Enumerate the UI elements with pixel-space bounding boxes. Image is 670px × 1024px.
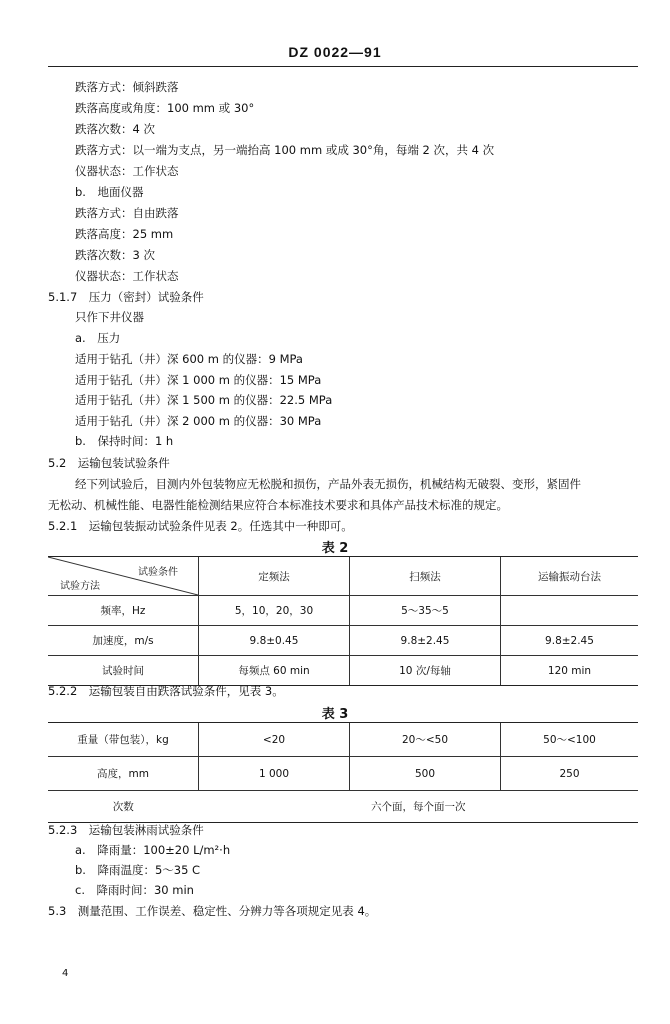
row-label: 频率，Hz (48, 596, 199, 626)
text-line: 适用于钻孔（井）深 2 000 m 的仪器：30 MPa (75, 414, 322, 428)
table-row (48, 596, 638, 626)
table-row (48, 791, 638, 823)
row-label: 次数 (48, 791, 199, 823)
text-line: 适用于钻孔（井）深 600 m 的仪器：9 MPa (75, 352, 303, 366)
table-cell: 5，10，20，30 (199, 596, 350, 626)
text-line: 仪器状态：工作状态 (75, 269, 179, 283)
column-header: 运输振动台法 (501, 557, 639, 596)
text-line: 仪器状态：工作状态 (75, 164, 179, 178)
table-cell: 9.8±2.45 (501, 626, 639, 656)
table-corner-cell (48, 557, 199, 596)
page-number: 4 (62, 968, 69, 979)
corner-bottom-label: 试验方法 (60, 581, 100, 592)
table-caption: 表 2 (321, 541, 349, 556)
row-label: 重量（带包装），kg (48, 723, 199, 757)
header-rule (48, 66, 638, 67)
table-3 (48, 722, 638, 823)
row-label: 高度，mm (48, 757, 199, 791)
table-cell: 120 min (501, 656, 639, 686)
table-cell: 9.8±0.45 (199, 626, 350, 656)
column-header: 定频法 (199, 557, 350, 596)
section-heading: 5.2.1 运输包装振动试验条件见表 2。任选其中一种即可。 (48, 519, 353, 533)
table-row (48, 626, 638, 656)
page-header: DZ 0022—91 (288, 44, 382, 60)
table-cell: 5～35～5 (350, 596, 501, 626)
table-cell: 10 次/每轴 (350, 656, 501, 686)
corner-top-label: 试验条件 (138, 567, 178, 578)
text-line: c. 降雨时间：30 min (75, 883, 194, 897)
table-row (48, 656, 638, 686)
section-heading: 5.2 运输包装试验条件 (48, 456, 170, 470)
row-label: 试验时间 (48, 656, 199, 686)
text-line: 跌落方式：倾斜跌落 (75, 80, 179, 94)
text-line: b. 地面仪器 (75, 185, 144, 199)
table-cell: 50～<100 (501, 723, 639, 757)
table-caption: 表 3 (321, 707, 349, 722)
text-line: b. 保持时间：1 h (75, 434, 174, 448)
text-line: 跌落次数：3 次 (75, 248, 155, 262)
text-line: 适用于钻孔（井）深 1 500 m 的仪器：22.5 MPa (75, 393, 333, 407)
table-row (48, 723, 638, 757)
paragraph-line: 经下列试验后，目测内外包装物应无松脱和损伤，产品外表无损伤，机械结构无破裂、变形，紧固件 (75, 477, 581, 491)
text-line: 跌落高度：25 mm (75, 227, 174, 241)
table-row (48, 757, 638, 791)
table-cell: <20 (199, 723, 350, 757)
text-line: 只作下井仪器 (75, 310, 144, 324)
text-line: a. 压力 (75, 331, 121, 345)
text-line: 跌落方式：自由跌落 (75, 206, 179, 220)
table-cell: 9.8±2.45 (350, 626, 501, 656)
text-line: b. 降雨温度：5～35 C (75, 863, 201, 877)
text-line: 跌落高度或角度：100 mm 或 30° (75, 101, 255, 115)
text-line: 跌落方式：以一端为支点，另一端抬高 100 mm 或成 30°角，每端 2 次，共 4 次 (75, 143, 495, 157)
table-2 (48, 556, 638, 686)
table-cell: 250 (501, 757, 639, 791)
table-cell: 每频点 60 min (199, 656, 350, 686)
table-cell: 20～<50 (350, 723, 501, 757)
section-heading: 5.2.3 运输包装淋雨试验条件 (48, 823, 204, 837)
text-line: a. 降雨量：100±20 L/m²·h (75, 843, 231, 857)
table-cell: 500 (350, 757, 501, 791)
section-heading: 5.1.7 压力（密封）试验条件 (48, 290, 204, 304)
section-heading: 5.2.2 运输包装自由跌落试验条件，见表 3。 (48, 684, 284, 698)
row-label: 加速度，m/s (48, 626, 199, 656)
text-line: 适用于钻孔（井）深 1 000 m 的仪器：15 MPa (75, 373, 322, 387)
table-cell-merged: 六个面，每个面一次 (199, 791, 639, 823)
paragraph-line: 无松动、机械性能、电器性能检测结果应符合本标准技术要求和具体产品技术标准的规定。 (48, 498, 508, 512)
table-cell: 1 000 (199, 757, 350, 791)
column-header: 扫频法 (350, 557, 501, 596)
table-cell (501, 596, 639, 626)
text-line: 跌落次数：4 次 (75, 122, 155, 136)
section-heading: 5.3 测量范围、工作误差、稳定性、分辨力等各项规定见表 4。 (48, 904, 377, 918)
